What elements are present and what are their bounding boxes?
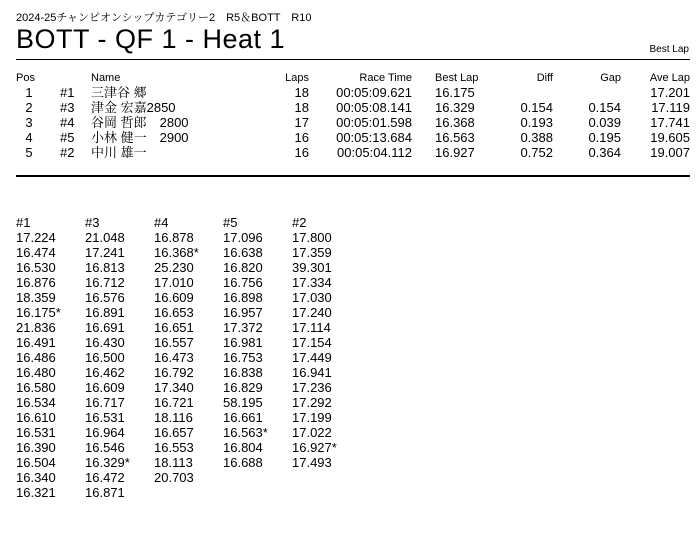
lap-time: 16.473 <box>154 350 194 365</box>
results-table <box>0 71 700 160</box>
results-divider <box>16 175 690 177</box>
result-race-time: 00:05:01.598 <box>336 115 412 130</box>
lap-time: 16.480 <box>16 365 56 380</box>
result-laps: 18 <box>294 100 309 115</box>
lap-time: 17.359 <box>292 245 332 260</box>
lap-time: 17.022 <box>292 425 332 440</box>
result-gap: 0.364 <box>588 145 621 160</box>
lap-time: 16.721 <box>154 395 194 410</box>
lap-time: 16.534 <box>16 395 56 410</box>
lap-time: 16.504 <box>16 455 56 470</box>
lap-time: 16.792 <box>154 365 194 380</box>
lap-time: 16.838 <box>223 365 263 380</box>
header-laps: Laps <box>285 72 309 84</box>
lap-time: 16.878 <box>154 230 194 245</box>
result-race-time: 00:05:04.112 <box>337 145 412 160</box>
result-laps: 18 <box>294 85 309 100</box>
lap-time: 17.334 <box>292 275 332 290</box>
lap-time: 16.491 <box>16 335 56 350</box>
lap-time: 16.531 <box>85 410 125 425</box>
result-ave-lap: 19.605 <box>650 130 690 145</box>
lap-time: 16.657 <box>154 425 194 440</box>
lap-time: 16.530 <box>16 260 56 275</box>
lap-time: 17.236 <box>292 380 332 395</box>
result-driver-name: 三津谷 郷 <box>91 85 147 100</box>
result-row <box>0 130 700 145</box>
lap-time: 16.175* <box>16 305 61 320</box>
result-laps: 16 <box>294 145 309 160</box>
header-gap: Gap <box>600 72 621 84</box>
lap-time: 16.829 <box>223 380 263 395</box>
lap-time: 16.462 <box>85 365 125 380</box>
lap-column-kart: #3 <box>85 215 100 230</box>
lap-time: 16.486 <box>16 350 56 365</box>
lap-time: 16.610 <box>16 410 56 425</box>
header-name: Name <box>91 72 121 84</box>
result-gap: 0.195 <box>588 130 621 145</box>
lap-time: 16.876 <box>16 275 56 290</box>
lap-time: 16.964 <box>85 425 125 440</box>
result-race-time: 00:05:09.621 <box>336 85 412 100</box>
lap-time: 18.116 <box>154 410 193 425</box>
result-best-lap: 16.175 <box>435 85 475 100</box>
result-kart-number: #1 <box>60 85 75 100</box>
lap-time: 16.368* <box>154 245 199 260</box>
result-driver-name: 谷岡 哲郎 2800 <box>91 115 189 130</box>
lap-time: 39.301 <box>292 260 332 275</box>
result-diff: 0.388 <box>520 130 553 145</box>
lap-time: 16.820 <box>223 260 263 275</box>
lap-time: 16.553 <box>154 440 194 455</box>
result-row <box>0 100 700 115</box>
result-kart-number: #3 <box>60 100 75 115</box>
result-gap: 0.154 <box>588 100 621 115</box>
result-kart-number: #2 <box>60 145 75 160</box>
results-header-row <box>0 71 700 85</box>
lap-time: 17.241 <box>85 245 125 260</box>
lap-time: 16.813 <box>85 260 125 275</box>
lap-time: 16.546 <box>85 440 125 455</box>
lap-time: 16.638 <box>223 245 263 260</box>
lap-time: 20.703 <box>154 470 194 485</box>
lap-time: 16.557 <box>154 335 194 350</box>
result-pos: 5 <box>25 145 33 160</box>
lap-time: 17.372 <box>223 320 263 335</box>
lap-column <box>292 215 337 470</box>
lap-time: 16.691 <box>85 320 125 335</box>
lap-time: 16.804 <box>223 440 263 455</box>
lap-time: 17.224 <box>16 230 56 245</box>
result-gap: 0.039 <box>588 115 621 130</box>
lap-column-kart: #1 <box>16 215 31 230</box>
header-diff: Diff <box>536 72 553 84</box>
result-pos: 1 <box>25 85 33 100</box>
result-row <box>0 115 700 130</box>
lap-column <box>154 215 199 485</box>
lap-column <box>16 215 61 500</box>
result-driver-name: 中川 雄一 <box>91 145 147 160</box>
result-driver-name: 小林 健一 2900 <box>91 130 189 145</box>
lap-time: 16.609 <box>85 380 125 395</box>
result-best-lap: 16.927 <box>435 145 475 160</box>
event-title: 2024-25チャンピオンシップカテゴリー2 R5＆BOTT R10 <box>16 12 312 24</box>
lap-time: 18.359 <box>16 290 56 305</box>
lap-time: 16.430 <box>85 335 125 350</box>
lap-time: 17.114 <box>292 320 331 335</box>
lap-column-kart: #2 <box>292 215 307 230</box>
lap-time: 16.957 <box>223 305 263 320</box>
lap-time: 16.941 <box>292 365 332 380</box>
lap-time: 17.340 <box>154 380 194 395</box>
lap-time: 16.753 <box>223 350 263 365</box>
result-kart-number: #4 <box>60 115 75 130</box>
race-title: BOTT - QF 1 - Heat 1 <box>16 24 286 54</box>
lap-time: 17.199 <box>292 410 332 425</box>
lap-column <box>223 215 268 470</box>
result-ave-lap: 19.007 <box>650 145 690 160</box>
lap-time: 16.651 <box>154 320 194 335</box>
lap-time: 25.230 <box>154 260 194 275</box>
lap-time: 17.154 <box>292 335 332 350</box>
lap-time: 17.292 <box>292 395 332 410</box>
result-race-time: 00:05:08.141 <box>336 100 412 115</box>
lap-time: 17.096 <box>223 230 263 245</box>
lap-time: 18.113 <box>154 455 193 470</box>
lap-time: 16.474 <box>16 245 56 260</box>
lap-time: 17.030 <box>292 290 332 305</box>
lap-time: 17.240 <box>292 305 332 320</box>
lap-time: 16.661 <box>223 410 263 425</box>
lap-time: 21.048 <box>85 230 125 245</box>
result-ave-lap: 17.119 <box>651 100 690 115</box>
lap-time: 16.756 <box>223 275 263 290</box>
lap-time: 16.531 <box>16 425 56 440</box>
lap-column-kart: #4 <box>154 215 169 230</box>
lap-time: 16.653 <box>154 305 194 320</box>
lap-time: 16.898 <box>223 290 263 305</box>
lap-time: 16.321 <box>16 485 56 500</box>
lap-time: 21.836 <box>16 320 56 335</box>
lap-time: 16.340 <box>16 470 56 485</box>
lap-time: 16.580 <box>16 380 56 395</box>
result-diff: 0.154 <box>520 100 553 115</box>
lap-time: 17.493 <box>292 455 332 470</box>
header-pos: Pos <box>16 72 35 84</box>
lap-time: 17.010 <box>154 275 194 290</box>
lap-time: 16.871 <box>85 485 125 500</box>
lap-time: 16.712 <box>85 275 125 290</box>
lap-time: 16.472 <box>85 470 125 485</box>
result-pos: 2 <box>25 100 33 115</box>
lap-time: 16.717 <box>85 395 125 410</box>
result-ave-lap: 17.201 <box>650 85 690 100</box>
result-best-lap: 16.368 <box>435 115 475 130</box>
lap-column-kart: #5 <box>223 215 238 230</box>
result-best-lap: 16.563 <box>435 130 475 145</box>
lap-time: 17.800 <box>292 230 332 245</box>
lap-time: 16.500 <box>85 350 125 365</box>
result-driver-name: 津金 宏嘉2850 <box>91 100 176 115</box>
result-pos: 3 <box>25 115 33 130</box>
header-race-time: Race Time <box>359 72 412 84</box>
header-ave-lap: Ave Lap <box>649 72 690 84</box>
result-row <box>0 85 700 100</box>
result-row <box>0 145 700 160</box>
result-laps: 16 <box>294 130 309 145</box>
lap-time: 16.609 <box>154 290 194 305</box>
lap-time: 16.329* <box>85 455 130 470</box>
lap-time: 16.891 <box>85 305 125 320</box>
lap-time: 16.927* <box>292 440 337 455</box>
result-laps: 17 <box>294 115 309 130</box>
best-lap-legend: Best Lap <box>649 44 689 55</box>
result-diff: 0.193 <box>520 115 553 130</box>
result-best-lap: 16.329 <box>435 100 475 115</box>
result-pos: 4 <box>25 130 33 145</box>
lap-time: 17.449 <box>292 350 332 365</box>
result-race-time: 00:05:13.684 <box>336 130 412 145</box>
header-divider <box>16 59 690 60</box>
result-kart-number: #5 <box>60 130 75 145</box>
lap-time: 16.576 <box>85 290 125 305</box>
lap-time: 16.981 <box>223 335 263 350</box>
result-diff: 0.752 <box>520 145 553 160</box>
lap-time: 16.390 <box>16 440 56 455</box>
lap-time: 58.195 <box>223 395 263 410</box>
result-ave-lap: 17.741 <box>650 115 690 130</box>
lap-time: 16.563* <box>223 425 268 440</box>
lap-time: 16.688 <box>223 455 263 470</box>
lap-column <box>85 215 130 500</box>
header-best-lap: Best Lap <box>435 72 479 84</box>
